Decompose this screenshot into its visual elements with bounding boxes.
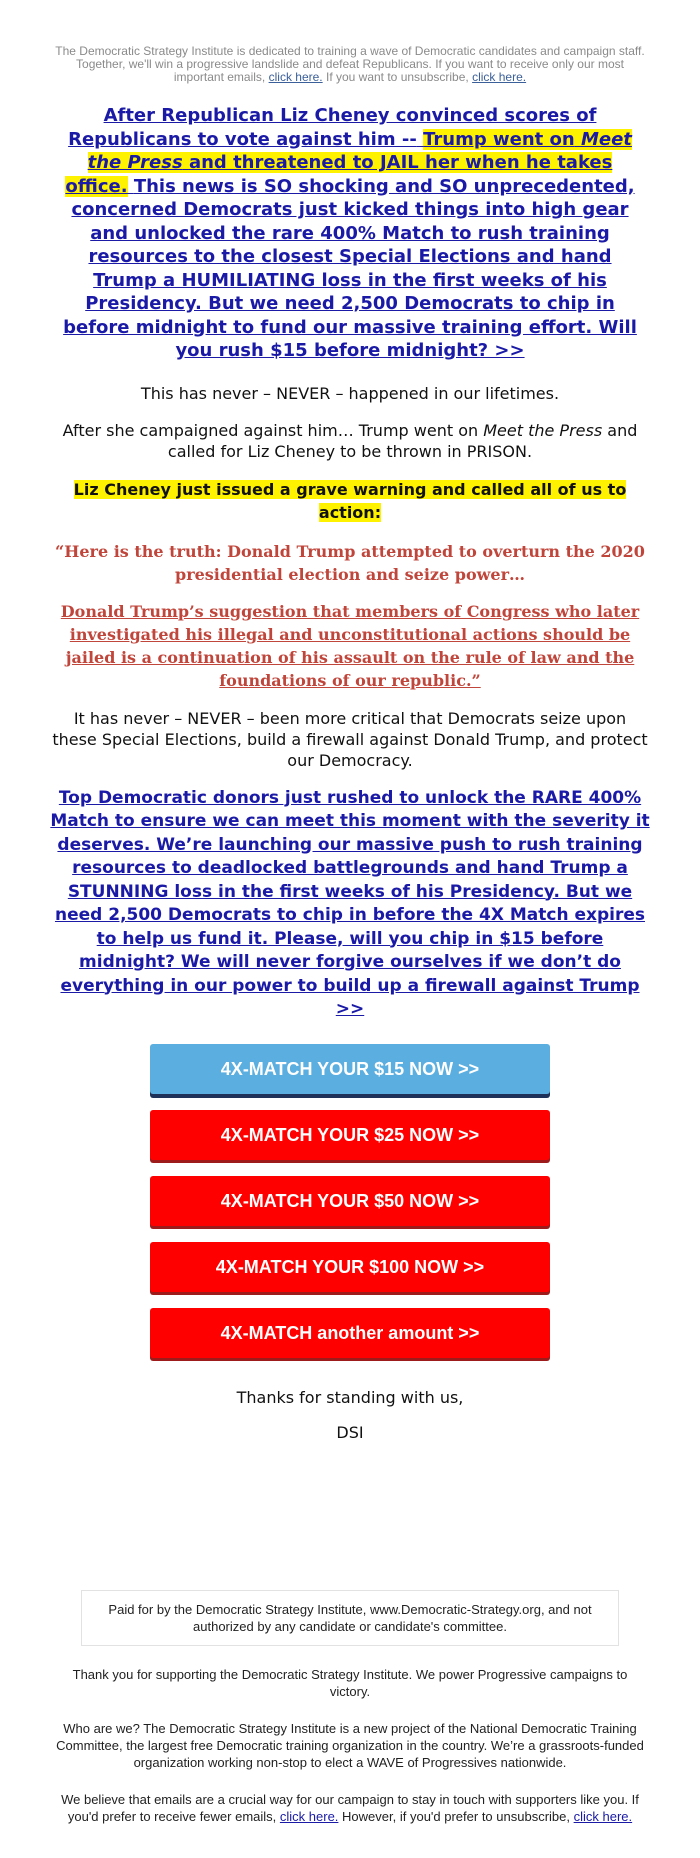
preheader bbox=[50, 45, 650, 84]
donate-15-button[interactable]: 4X-MATCH YOUR $15 NOW >> bbox=[150, 1044, 550, 1094]
p2-italic: Meet the Press bbox=[483, 420, 603, 440]
donate-other-amount-button[interactable]: 4X-MATCH another amount >> bbox=[150, 1308, 550, 1358]
footer-prefs-text: We believe that emails are a crucial way for our campaign to stay in touch with supporters like you. If you'd prefer to receive fewer emails, bbox=[61, 1792, 639, 1824]
footer-unsub-text: However, if you'd prefer to unsubscribe, bbox=[342, 1809, 570, 1824]
unsubscribe-link[interactable]: click here. bbox=[472, 70, 527, 84]
p2-text-before: After she campaigned against him… Trump went on bbox=[62, 420, 479, 440]
paid-for-disclaimer: Paid for by the Democratic Strategy Institute, www.Democratic-Strategy.org, and not authorized by any candidate or candidate's committee. bbox=[81, 1590, 619, 1646]
footer bbox=[0, 1590, 700, 1825]
email-body bbox=[50, 0, 650, 1442]
signoff-thanks: Thanks for standing with us, bbox=[236, 1387, 464, 1407]
donate-25-button[interactable]: 4X-MATCH YOUR $25 NOW >> bbox=[150, 1110, 550, 1160]
footer-who-are-we: Who are we? The Democratic Strategy Institute is a new project of the National Democratic Training Committee, the largest free Democratic training organization in the country. We’re a grassroots-funded organization working non-stop to elect a WAVE of Progressives nationwide. bbox=[56, 1721, 644, 1770]
footer-email-prefs bbox=[55, 1791, 645, 1825]
cta-link[interactable]: Top Democratic donors just rushed to unlock the RARE 400% Match to ensure we can meet this moment with the severity it deserves. We’re launching our massive push to rush training resources to deadlocked battlegrounds and hand Trump a STUNNING loss in the first weeks of his Presidency. But we need 2,500 Democrats to chip in before the 4X Match expires to help us fund it. Please, will you chip in $15 before midnight? We will never forgive ourselves if we don’t do everything in our power to build up a firewall against Trump >> bbox=[50, 787, 650, 1019]
warning-text: Liz Cheney just issued a grave warning and called all of us to action: bbox=[73, 479, 627, 522]
footer-unsubscribe-link[interactable]: click here. bbox=[573, 1809, 633, 1824]
lead-text-2: This news is SO shocking and SO unprecedented, concerned Democrats just kicked things into high gear and unlocked the rare 400% Match to rush training resources to the closest Special Elections and hand Trump a HUMILIATING loss in the first weeks of his Presidency. But we need 2,500 Democrats to chip in before midnight to fund our massive training effort. Will you rush $15 before midnight? >> bbox=[63, 175, 637, 361]
lead-highlight-text-a: Trump went on bbox=[423, 128, 575, 150]
footer-thanks: Thank you for supporting the Democratic Strategy Institute. We power Progressive campaigns to victory. bbox=[72, 1667, 628, 1699]
donate-100-button[interactable]: 4X-MATCH YOUR $100 NOW >> bbox=[150, 1242, 550, 1292]
quote-second-link[interactable]: Donald Trump’s suggestion that members of Congress who later investigated his illegal and unconstitutional actions should be jailed is a continuation of his assault on the rule of law and the foundations of our republic.” bbox=[60, 601, 640, 690]
paragraph-meet-the-press bbox=[50, 420, 650, 462]
lead-link[interactable] bbox=[50, 104, 650, 363]
donation-buttons bbox=[50, 1044, 650, 1358]
warning-heading bbox=[50, 478, 650, 524]
lead-highlight-italic: Meet the Press bbox=[87, 128, 632, 173]
signoff-name: DSI bbox=[336, 1422, 364, 1442]
paragraph-firewall: It has never – NEVER – been more critical that Democrats seize upon these Special Elections, build a firewall against Donald Trump, and protect our Democracy. bbox=[52, 708, 648, 770]
quote-first: “Here is the truth: Donald Trump attempted to overturn the 2020 presidential election and seize power… bbox=[55, 541, 645, 584]
lead-text-1: After Republican Liz Cheney convinced scores of Republicans to vote against him -- bbox=[68, 105, 597, 150]
lead-highlight-text-b: and threatened to JAIL her when he takes office. bbox=[65, 152, 613, 197]
paragraph-never: This has never – NEVER – happened in our lifetimes. bbox=[140, 383, 560, 403]
p2-text-after: and called for Liz Cheney to be thrown in PRISON. bbox=[167, 420, 638, 461]
fewer-emails-link[interactable]: click here. bbox=[268, 70, 323, 84]
footer-fewer-emails-link[interactable]: click here. bbox=[279, 1809, 339, 1824]
preheader-unsub-text: If you want to unsubscribe, bbox=[325, 70, 469, 84]
donate-50-button[interactable]: 4X-MATCH YOUR $50 NOW >> bbox=[150, 1176, 550, 1226]
preheader-text: The Democratic Strategy Institute is dedicated to training a wave of Democratic candidates and campaign staff. Together, we'll win a progressive landslide and defeat Republicans. If you want to receive only our most important emails, bbox=[55, 44, 645, 84]
